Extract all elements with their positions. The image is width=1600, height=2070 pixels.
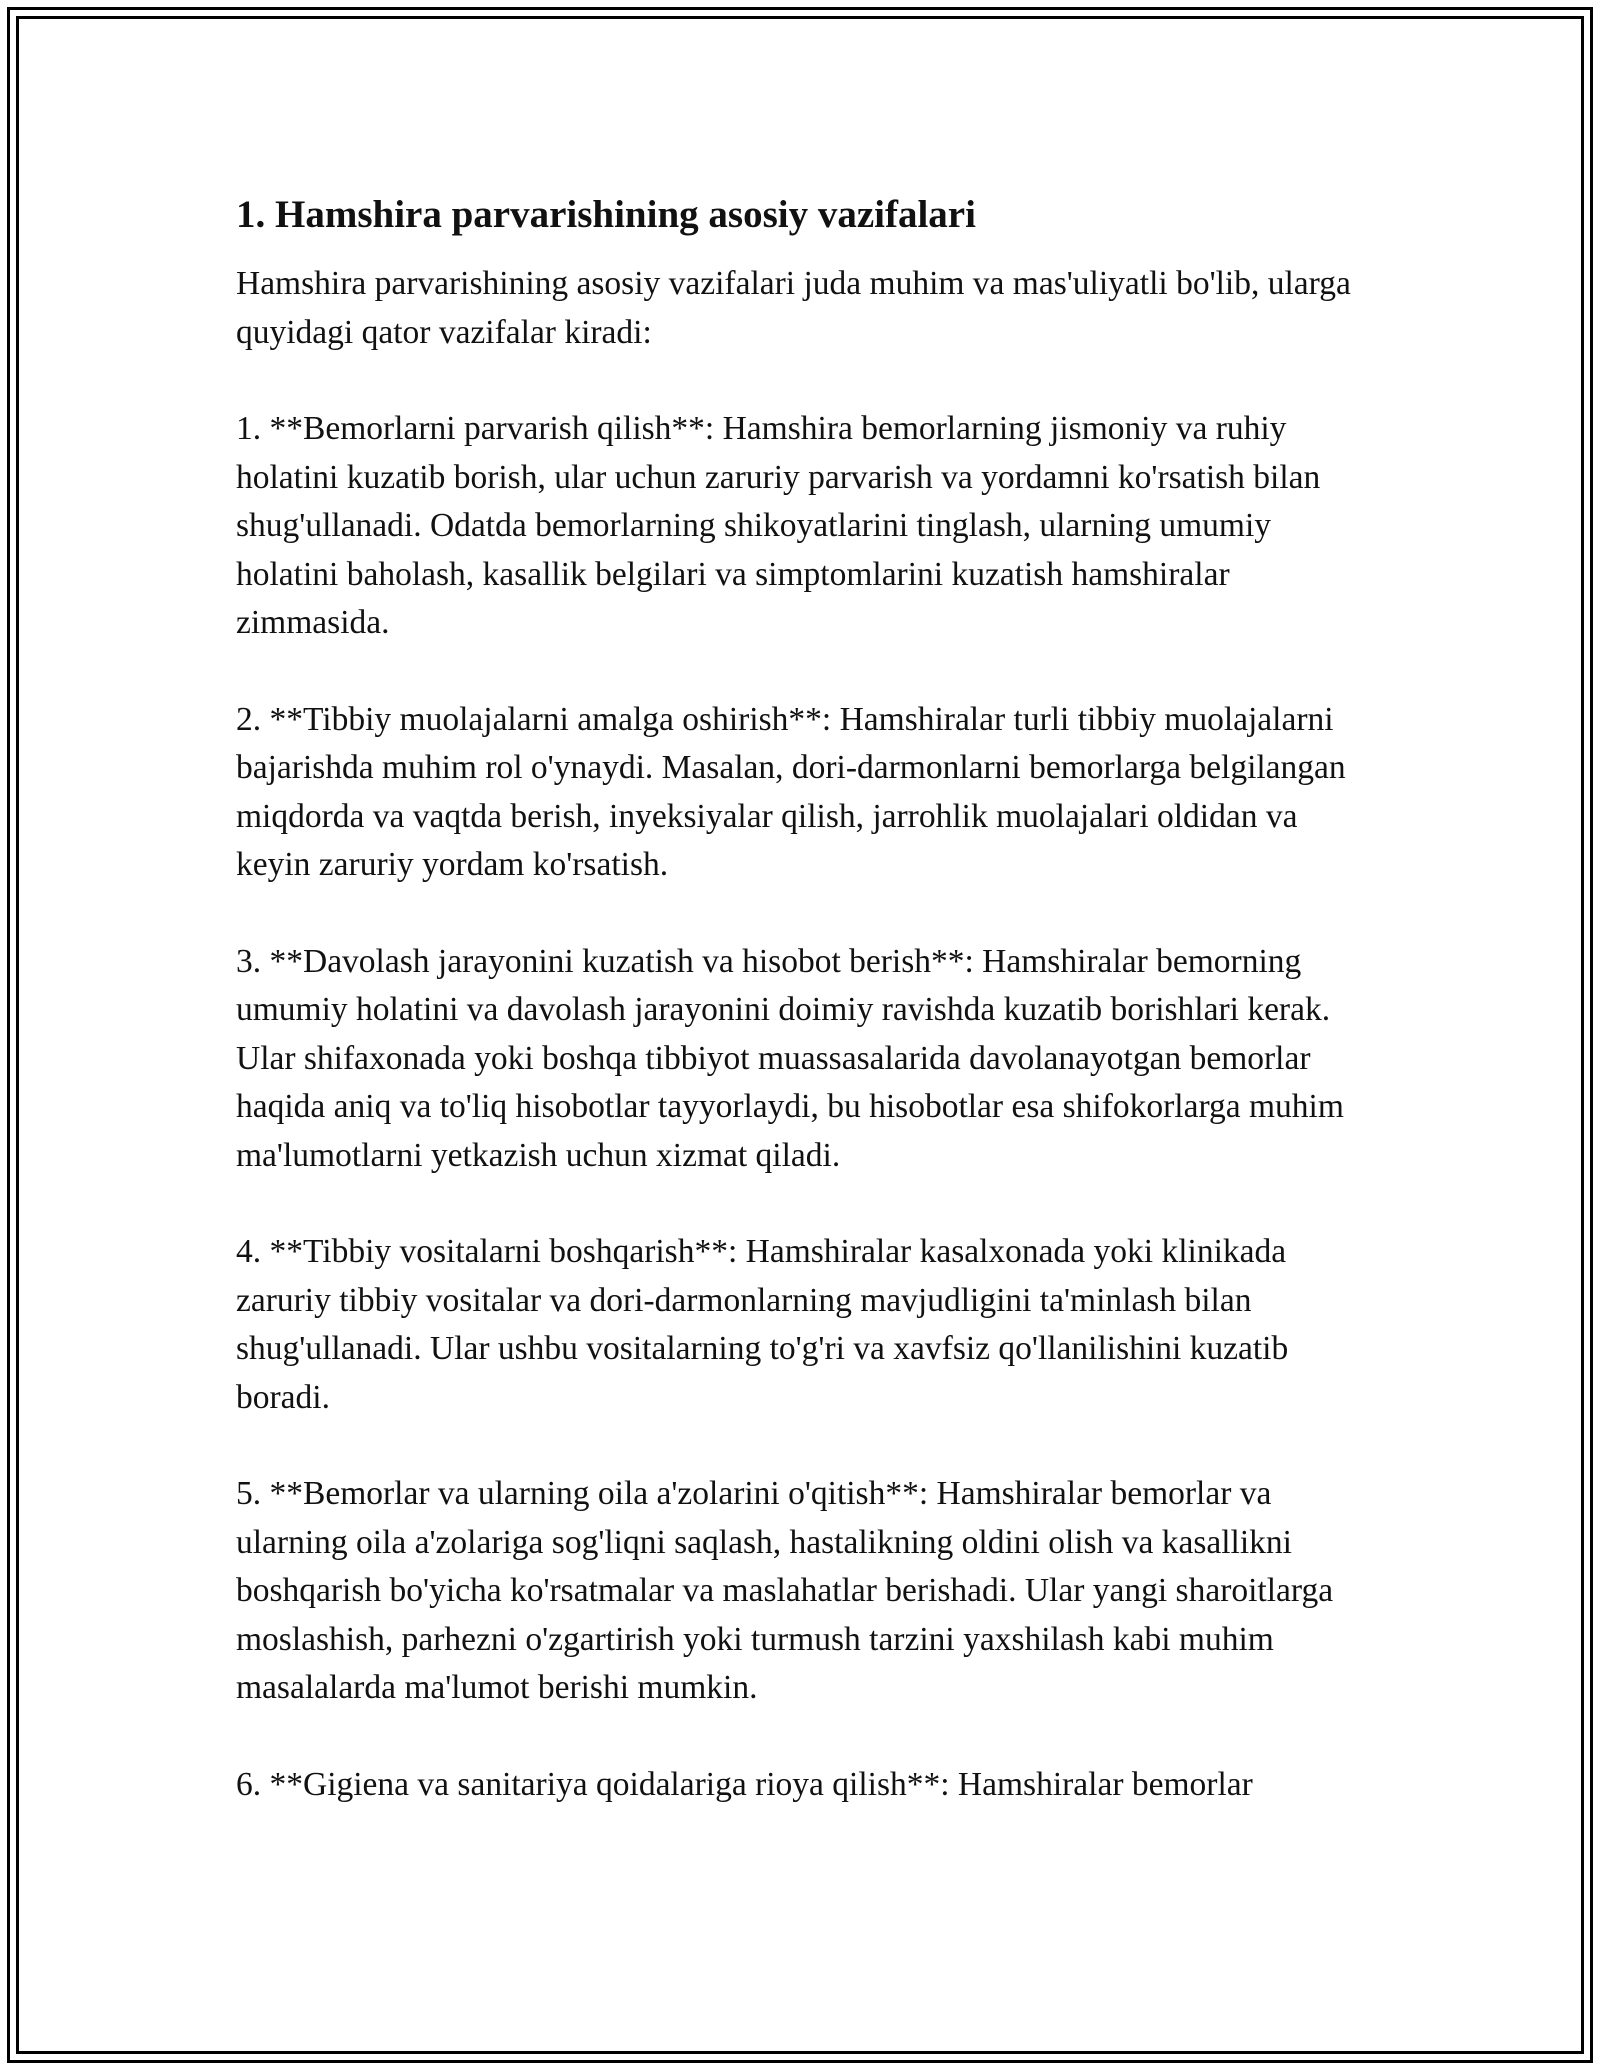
paragraph-item-4: 4. **Tibbiy vositalarni boshqarish**: Hamshiralar kasalxonada yoki klinikada zaruriy tibbiy vositalar va dori-darmonlarning mavjudligini ta'minlash bilan shug'ullanadi. Ular ushbu vositalarning to'g'ri va xavfsiz qo'llanilishini kuzatib boradi. xyxy=(236,1233,1289,1416)
intro-paragraph: Hamshira parvarishining asosiy vazifalari juda muhim va mas'uliyatli bo'lib, ularga quyidagi qator vazifalar kiradi: xyxy=(236,265,1351,351)
paragraph-item-2: 2. **Tibbiy muolajalarni amalga oshirish**: Hamshiralar turli tibbiy muolajalarni bajarishda muhim rol o'ynaydi. Masalan, dori-darmonlarni bemorlarga belgilangan miqdorda va vaqtda berish, inyeksiyalar qilish, jarrohlik muolajalari oldidan va keyin zaruriy yordam ko'rsatish. xyxy=(236,700,1346,883)
paragraph-item-6: 6. **Gigiena va sanitariya qoidalariga rioya qilish**: Hamshiralar bemorlar xyxy=(236,1765,1253,1803)
paragraph-item-5: 5. **Bemorlar va ularning oila a'zolarini o'qitish**: Hamshiralar bemorlar va ularning oila a'zolariga sog'liqni saqlash, hastalikning oldini olish va kasallikni boshqarish bo'yicha ko'rsatmalar va maslahatlar berishadi. Ular yangi sharoitlarga moslashish, parhezni o'zgartirish yoki turmush tarzini yaxshilash kabi muhim masalalarda ma'lumot berishi mumkin. xyxy=(236,1475,1334,1706)
paragraph-item-3: 3. **Davolash jarayonini kuzatish va hisobot berish**: Hamshiralar bemorning umumiy holatini va davolash jarayonini doimiy ravishda kuzatib borishlari kerak. Ular shifaxonada yoki boshqa tibbiyot muassasalarida davolanayotgan bemorlar haqida aniq va to'liq hisobotlar tayyorlaydi, bu hisobotlar esa shifokorlarga muhim ma'lumotlarni yetkazish uchun xizmat qiladi. xyxy=(236,942,1344,1174)
section-heading: 1. Hamshira parvarishining asosiy vazifalari xyxy=(236,193,976,236)
document-body xyxy=(236,190,1376,1857)
paragraph-item-1: 1. **Bemorlarni parvarish qilish**: Hamshira bemorlarning jismoniy va ruhiy holatini kuzatib borish, ular uchun zaruriy parvarish va yordamni ko'rsatish bilan shug'ullanadi. Odatda bemorlarning shikoyatlarini tinglash, ularning umumiy holatini baholash, kasallik belgilari va simptomlarini kuzatish hamshiralar zimmasida. xyxy=(236,410,1321,641)
